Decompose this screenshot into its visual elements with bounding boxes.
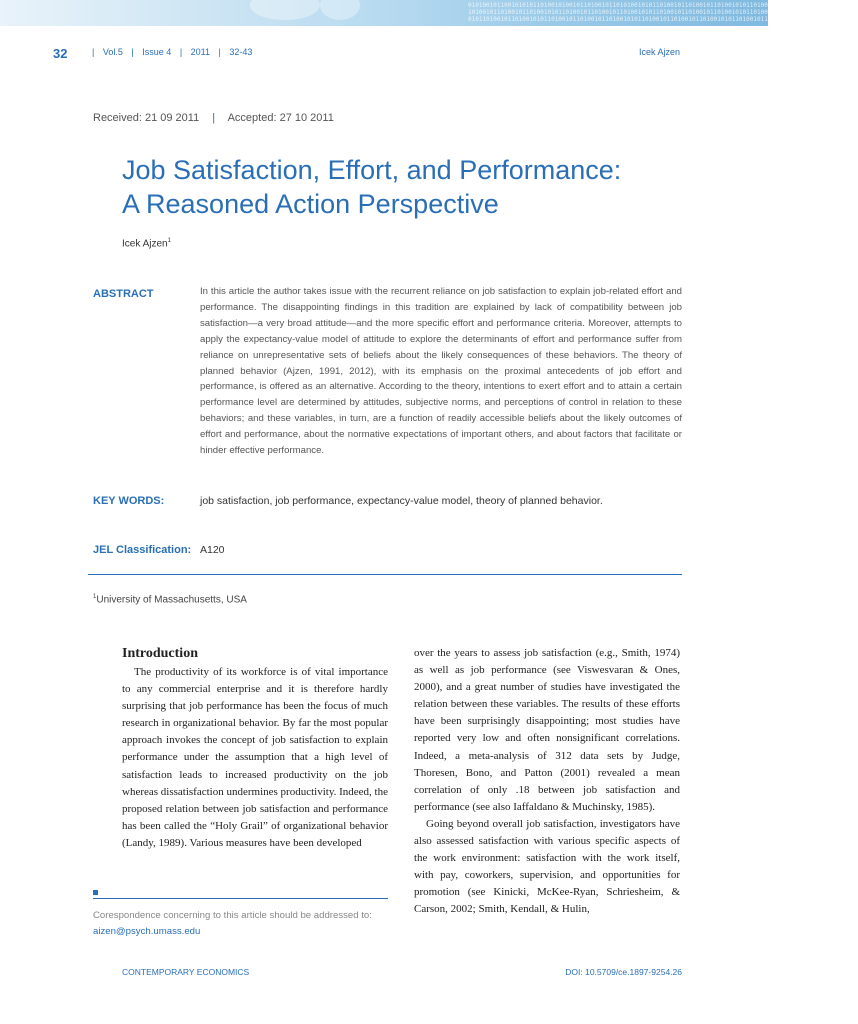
correspondence-text: Corespondence concerning to this article should be addressed to:: [93, 910, 372, 921]
pages: 32-43: [229, 47, 253, 57]
separator: |: [218, 47, 221, 57]
running-author: Icek Ajzen: [638, 47, 680, 57]
issue: Issue 4: [142, 47, 172, 57]
divider: [88, 574, 682, 575]
affiliation: [93, 594, 247, 605]
affiliation-marker: 1: [93, 594, 97, 600]
keywords-text: job satisfaction, job performance, expectancy-value model, theory of planned behavior.: [200, 495, 603, 507]
separator: |: [212, 112, 216, 124]
section-heading: Introduction: [122, 646, 198, 661]
page-number: 32: [53, 46, 68, 61]
banner-decoration: [320, 0, 360, 20]
accepted-date: Accepted: 27 10 2011: [227, 112, 334, 124]
separator: |: [92, 47, 95, 57]
body-paragraph: The productivity of its workforce is of vital importance to any commercial enterprise and it is therefore hardly surprising that job performance has been the focus of much research in organizational behavior. By far the most popular approach invokes the concept of job satisfaction to explain performance under the assumption that a high level of satisfaction leads to increased productivity on the job whereas dissatisfaction undermines productivity. Indeed, the proposed relation between job satisfaction and performance has been called the “Holy Grail” of organizational behavior (Landy, 1989). Various measures have been developed: [122, 666, 388, 849]
jel-code: A120: [200, 544, 225, 556]
body-paragraph: Going beyond overall job satisfaction, investigators have also assessed satisfaction with various specific aspects of the work environment: satisfaction with the work itself, with pay, coworkers, supervision, and opportunities for promotion (see Kinicki, McKee-Ryan, Schriesheim, & Carson, 2002; Smith, Kendall, & Hulin,: [414, 817, 680, 916]
submission-dates: [93, 112, 334, 124]
keywords-label: KEY WORDS:: [93, 495, 165, 507]
banner-binary-pattern: 010100101100101010110100101001011010010110101001010110100101101001011010010101101001011010010110100101011010 101001011010010110100101011010010110100101101001010110100101101001011010010101101001011010010110100101011010 010110100101101001010110100101101001011010010101101001011010010110100101011010010110100101101001010110100101: [468, 2, 858, 23]
abstract-text: In this article the author takes issue with the recurrent reliance on job satisfaction to explain job-related effort and performance. The disappointing findings in this tradition are explained by lack of compatibility between job satisfaction—a very broad attitude—and the more specific effort and performance criteria. Moreover, attempts to apply the expectancy-value model of attitude to explore the determinants of effort and performance suffer from reliance on unrepresentative sets of beliefs about the likely consequences of these behaviors. The theory of planned behavior (Ajzen, 1991, 2012), with its emphasis on the proximal antecedents of job effort and performance, is offered as an alternative. According to the theory, intentions to exert effort and to attain a certain performance level are determined by attitudes, subjective norms, and perceptions of control in relation to these behaviors; and these variables, in turn, are a function of readily accessible beliefs about the likely outcomes of effort and performance, about the normative expectations of important others, and about factors that facilitate or hinder effective performance.: [200, 286, 682, 457]
year: 2011: [190, 47, 211, 57]
correspondence-marker: [93, 890, 98, 895]
title-line-1: Job Satisfaction, Effort, and Performance:: [122, 155, 622, 185]
body-paragraph: over the years to assess job satisfaction (e.g., Smith, 1974) as well as job performance (see Viswesvaran & Ones, 2000), and a great number of studies have investigated the relation between these variables. The results of these efforts have been surprisingly disappointing; most studies have reported very low and often nonsignificant correlations. Indeed, a meta-analysis of 312 data sets by Judge, Thoresen, Bono, and Patton (2001) revealed a mean correlation of only .18 between job satisfaction and performance (see also Iaffaldano & Muchinsky, 1985).: [414, 647, 680, 813]
issue-info: [92, 47, 258, 57]
body-column-right: [414, 645, 680, 919]
received-date: Received: 21 09 2011: [93, 112, 200, 124]
volume: Vol.5: [102, 47, 123, 57]
body-column-left: [122, 645, 388, 852]
affiliation-text: University of Massachusetts, USA: [96, 594, 247, 606]
banner-decoration: [250, 0, 320, 20]
footer-doi: DOI: 10.5709/ce.1897-9254.26: [565, 967, 682, 977]
article-title: [122, 153, 702, 221]
author-text: Icek Ajzen: [122, 238, 168, 250]
separator: |: [179, 47, 183, 57]
header-banner: [0, 0, 858, 26]
correspondence-email-link[interactable]: aizen@psych.umass.edu: [93, 926, 201, 937]
abstract-label: ABSTRACT: [93, 288, 154, 300]
separator: |: [131, 47, 134, 57]
title-line-2: A Reasoned Action Perspective: [122, 189, 499, 219]
author-footnote-marker: 1: [167, 238, 171, 244]
correspondence-note: [93, 908, 372, 940]
author-name: [122, 238, 171, 249]
jel-label: JEL Classification:: [93, 544, 192, 556]
correspondence-divider: [93, 898, 388, 899]
footer-journal: CONTEMPORARY ECONOMICS: [122, 967, 250, 977]
